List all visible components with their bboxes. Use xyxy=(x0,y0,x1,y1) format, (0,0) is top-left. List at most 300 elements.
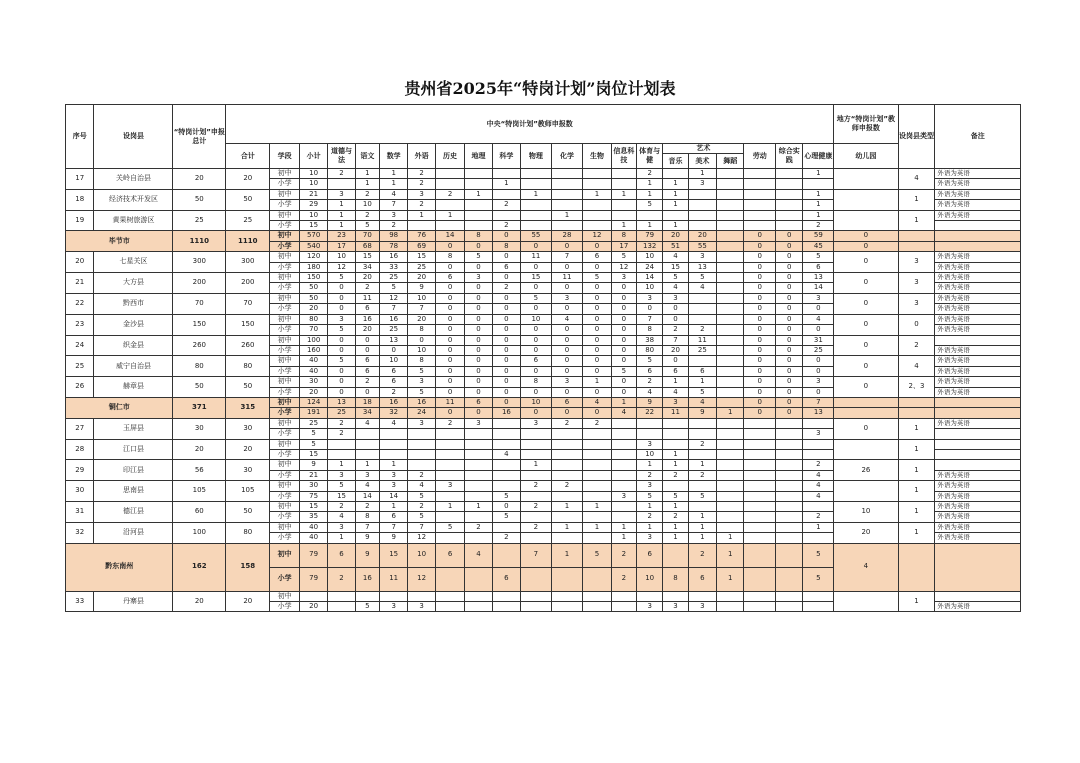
row-county-type: 4 xyxy=(898,169,935,190)
row-value: 0 xyxy=(583,356,611,366)
table-row xyxy=(66,252,1021,262)
row-value xyxy=(492,439,520,449)
header-arts: 艺术 xyxy=(663,144,744,154)
row-value: 3 xyxy=(408,189,435,199)
row-value: 1 xyxy=(465,189,492,199)
row-value: 0 xyxy=(583,408,611,418)
row-value: 0 xyxy=(492,304,520,314)
row-value xyxy=(551,449,583,459)
table-row xyxy=(66,273,1021,283)
row-value: 2 xyxy=(637,169,663,179)
row-value: 1 xyxy=(435,502,465,512)
row-value: 0 xyxy=(583,241,611,251)
row-value xyxy=(551,470,583,480)
row-value: 3 xyxy=(465,273,492,283)
row-value xyxy=(583,460,611,470)
row-value xyxy=(583,602,611,612)
row-value: 1 xyxy=(717,408,744,418)
row-value xyxy=(744,533,776,543)
row-value xyxy=(637,591,663,601)
row-value xyxy=(583,200,611,210)
row-value: 5 xyxy=(328,325,355,335)
row-value: 1 xyxy=(663,522,688,532)
row-note: 外语为英语 xyxy=(935,200,1021,210)
row-value: 2 xyxy=(521,481,552,491)
row-value: 0 xyxy=(744,335,776,345)
row-value: 2 xyxy=(663,470,688,480)
row-value xyxy=(465,200,492,210)
row-value: 15 xyxy=(408,252,435,262)
row-stage: 小学 xyxy=(270,200,300,210)
row-value: 12 xyxy=(379,293,407,303)
row-total: 80 xyxy=(226,356,270,377)
row-value: 1 xyxy=(328,533,355,543)
row-value: 1 xyxy=(328,221,355,231)
row-value: 1 xyxy=(611,522,636,532)
row-note: 外语为英语 xyxy=(935,262,1021,272)
row-value: 10 xyxy=(408,543,435,567)
row-stage: 小学 xyxy=(270,512,300,522)
row-value xyxy=(492,543,520,567)
row-seq: 29 xyxy=(66,460,94,481)
row-value xyxy=(435,567,465,591)
row-value: 0 xyxy=(663,314,688,324)
table-row xyxy=(66,439,1021,449)
row-value xyxy=(435,460,465,470)
row-value xyxy=(776,439,803,449)
row-stage: 小学 xyxy=(270,533,300,543)
row-value: 20 xyxy=(408,314,435,324)
row-value xyxy=(803,533,834,543)
row-value: 0 xyxy=(776,356,803,366)
row-value xyxy=(355,439,379,449)
row-value: 6 xyxy=(435,273,465,283)
row-county-name: 玉屏县 xyxy=(94,418,173,439)
row-value: 17 xyxy=(328,241,355,251)
row-value: 11 xyxy=(551,273,583,283)
row-value: 4 xyxy=(663,387,688,397)
row-value xyxy=(408,449,435,459)
row-county-name: 金沙县 xyxy=(94,314,173,335)
row-value xyxy=(328,602,355,612)
row-value xyxy=(611,179,636,189)
row-value: 1 xyxy=(637,460,663,470)
row-plan-total: 100 xyxy=(173,522,226,543)
row-region-name: 毕节市 xyxy=(66,231,173,252)
row-value xyxy=(663,543,688,567)
row-value: 2 xyxy=(492,200,520,210)
row-value xyxy=(492,602,520,612)
row-plan-total: 105 xyxy=(173,481,226,502)
row-value: 5 xyxy=(465,252,492,262)
row-plan-total: 300 xyxy=(173,252,226,273)
row-value: 1 xyxy=(355,460,379,470)
row-value: 6 xyxy=(688,567,716,591)
row-value: 1 xyxy=(637,189,663,199)
row-value: 6 xyxy=(355,366,379,376)
row-value: 2 xyxy=(328,502,355,512)
row-stage: 初中 xyxy=(270,189,300,199)
row-value: 8 xyxy=(663,567,688,591)
row-value: 6 xyxy=(379,366,407,376)
row-value: 25 xyxy=(803,345,834,355)
row-value: 1 xyxy=(551,502,583,512)
row-value xyxy=(717,377,744,387)
row-value: 5 xyxy=(803,543,834,567)
row-seq: 23 xyxy=(66,314,94,335)
row-note xyxy=(935,543,1021,591)
row-value: 8 xyxy=(492,241,520,251)
row-county-type xyxy=(898,231,935,241)
row-value: 3 xyxy=(611,491,636,501)
row-value: 10 xyxy=(637,449,663,459)
row-value: 12 xyxy=(408,567,435,591)
row-total: 20 xyxy=(226,169,270,190)
row-value: 160 xyxy=(299,345,327,355)
row-value: 5 xyxy=(637,200,663,210)
row-value: 0 xyxy=(465,408,492,418)
row-value xyxy=(744,543,776,567)
row-value: 0 xyxy=(492,252,520,262)
row-value: 20 xyxy=(299,304,327,314)
row-note: 外语为英语 xyxy=(935,304,1021,314)
row-kindergarten: 10 xyxy=(834,502,898,523)
row-seq: 19 xyxy=(66,210,94,231)
row-value xyxy=(465,491,492,501)
row-value: 10 xyxy=(299,179,327,189)
row-value: 1 xyxy=(803,200,834,210)
row-kindergarten: 20 xyxy=(834,522,898,543)
row-value: 2 xyxy=(435,418,465,428)
row-value: 16 xyxy=(379,397,407,407)
row-value: 2 xyxy=(688,325,716,335)
row-value xyxy=(521,591,552,601)
row-value: 2 xyxy=(803,460,834,470)
row-value: 5 xyxy=(355,221,379,231)
row-value: 79 xyxy=(299,567,327,591)
row-value: 2 xyxy=(688,439,716,449)
row-value: 5 xyxy=(521,293,552,303)
row-value xyxy=(717,169,744,179)
row-value: 1 xyxy=(551,210,583,220)
row-value xyxy=(521,210,552,220)
row-value: 10 xyxy=(328,252,355,262)
row-value: 4 xyxy=(688,283,716,293)
row-value xyxy=(717,418,744,428)
row-value xyxy=(435,439,465,449)
header-county: 设岗县 xyxy=(94,105,173,169)
row-value: 6 xyxy=(637,366,663,376)
row-value xyxy=(776,200,803,210)
row-value: 0 xyxy=(492,366,520,376)
row-value: 4 xyxy=(355,481,379,491)
row-value: 8 xyxy=(408,325,435,335)
row-value: 0 xyxy=(435,241,465,251)
row-value: 25 xyxy=(299,418,327,428)
row-value: 3 xyxy=(663,602,688,612)
row-value: 3 xyxy=(551,377,583,387)
row-value: 10 xyxy=(521,314,552,324)
row-value: 80 xyxy=(637,345,663,355)
row-value: 4 xyxy=(803,314,834,324)
row-value: 0 xyxy=(551,408,583,418)
row-note: 外语为英语 xyxy=(935,470,1021,480)
row-value: 5 xyxy=(611,252,636,262)
row-value: 0 xyxy=(744,231,776,241)
row-value: 6 xyxy=(328,543,355,567)
row-value: 10 xyxy=(521,397,552,407)
row-note xyxy=(935,335,1021,345)
header-county-type: 设岗县类型 xyxy=(898,105,935,169)
row-value: 0 xyxy=(776,345,803,355)
row-value xyxy=(611,591,636,601)
row-value: 6 xyxy=(379,377,407,387)
row-value: 0 xyxy=(328,293,355,303)
row-value: 0 xyxy=(744,377,776,387)
row-value: 3 xyxy=(688,179,716,189)
row-value: 16 xyxy=(355,314,379,324)
row-value xyxy=(328,179,355,189)
row-region-name: 铜仁市 xyxy=(66,397,173,418)
table-row xyxy=(66,543,1021,567)
row-value: 7 xyxy=(663,335,688,345)
row-value xyxy=(521,439,552,449)
row-value xyxy=(379,429,407,439)
row-value: 3 xyxy=(663,397,688,407)
row-value xyxy=(776,543,803,567)
row-value: 20 xyxy=(355,325,379,335)
row-stage: 初中 xyxy=(270,460,300,470)
row-value xyxy=(744,179,776,189)
row-value: 0 xyxy=(465,314,492,324)
row-value: 1 xyxy=(328,210,355,220)
row-value: 1 xyxy=(637,221,663,231)
row-value: 1 xyxy=(688,377,716,387)
row-value: 14 xyxy=(435,231,465,241)
row-county-type: 4 xyxy=(898,356,935,377)
row-value: 75 xyxy=(299,491,327,501)
row-note: 外语为英语 xyxy=(935,273,1021,283)
row-value: 2 xyxy=(328,567,355,591)
row-value: 13 xyxy=(328,397,355,407)
row-value: 1 xyxy=(583,377,611,387)
row-value: 20 xyxy=(663,345,688,355)
row-value xyxy=(717,439,744,449)
row-value xyxy=(717,293,744,303)
row-value: 1 xyxy=(688,169,716,179)
row-value: 1 xyxy=(803,210,834,220)
row-total: 315 xyxy=(226,397,270,418)
row-value: 1 xyxy=(803,522,834,532)
row-value: 1 xyxy=(717,533,744,543)
table-header xyxy=(66,105,1021,169)
row-value xyxy=(408,221,435,231)
row-value: 7 xyxy=(355,522,379,532)
row-plan-total: 70 xyxy=(173,293,226,314)
row-value: 0 xyxy=(465,293,492,303)
row-value: 7 xyxy=(408,304,435,314)
row-county-type: 1 xyxy=(898,591,935,612)
row-value: 8 xyxy=(355,512,379,522)
row-value: 3 xyxy=(379,470,407,480)
header-subject: 化学 xyxy=(551,144,583,169)
row-value xyxy=(611,169,636,179)
row-value xyxy=(583,470,611,480)
row-value: 68 xyxy=(355,241,379,251)
row-value: 3 xyxy=(379,602,407,612)
row-value xyxy=(803,591,834,601)
row-value: 55 xyxy=(521,231,552,241)
row-value: 1 xyxy=(637,502,663,512)
row-plan-total: 150 xyxy=(173,314,226,335)
row-value: 5 xyxy=(583,543,611,567)
row-note: 外语为英语 xyxy=(935,356,1021,366)
row-note: 外语为英语 xyxy=(935,345,1021,355)
row-seq: 22 xyxy=(66,293,94,314)
row-value: 1 xyxy=(379,502,407,512)
header-plan-total: “特岗计划”申报总计 xyxy=(173,105,226,169)
row-value: 0 xyxy=(744,241,776,251)
row-value xyxy=(328,591,355,601)
row-value: 38 xyxy=(637,335,663,345)
row-note: 外语为英语 xyxy=(935,481,1021,491)
row-value: 5 xyxy=(663,273,688,283)
table-row xyxy=(66,591,1021,601)
row-total: 150 xyxy=(226,314,270,335)
row-value: 0 xyxy=(435,345,465,355)
row-value: 0 xyxy=(637,304,663,314)
row-value xyxy=(583,512,611,522)
row-value: 3 xyxy=(379,481,407,491)
row-value xyxy=(663,418,688,428)
row-total: 50 xyxy=(226,502,270,523)
row-stage: 初中 xyxy=(270,377,300,387)
row-note xyxy=(935,429,1021,439)
row-value xyxy=(717,522,744,532)
row-value: 9 xyxy=(379,533,407,543)
row-value: 2 xyxy=(465,522,492,532)
row-value: 132 xyxy=(637,241,663,251)
row-value: 1 xyxy=(521,460,552,470)
row-value: 0 xyxy=(776,304,803,314)
row-value: 5 xyxy=(688,491,716,501)
row-value xyxy=(688,210,716,220)
table-row xyxy=(66,502,1021,512)
header-kindergarten: 幼儿园 xyxy=(834,144,898,169)
row-value xyxy=(611,200,636,210)
row-value: 570 xyxy=(299,231,327,241)
row-value: 3 xyxy=(328,470,355,480)
row-value: 1 xyxy=(379,169,407,179)
row-value xyxy=(776,533,803,543)
row-value: 0 xyxy=(551,366,583,376)
row-value: 14 xyxy=(355,491,379,501)
row-value xyxy=(435,221,465,231)
row-value: 6 xyxy=(355,304,379,314)
row-stage: 小学 xyxy=(270,262,300,272)
row-stage: 小学 xyxy=(270,567,300,591)
table-row xyxy=(66,356,1021,366)
row-kindergarten xyxy=(834,210,898,231)
row-value: 0 xyxy=(776,377,803,387)
row-value: 4 xyxy=(688,397,716,407)
row-value xyxy=(776,460,803,470)
row-value: 21 xyxy=(299,470,327,480)
row-plan-total: 1110 xyxy=(173,231,226,252)
row-total: 300 xyxy=(226,252,270,273)
row-value: 0 xyxy=(776,241,803,251)
row-value: 6 xyxy=(492,262,520,272)
row-value: 2 xyxy=(355,189,379,199)
row-value xyxy=(521,169,552,179)
row-value: 1 xyxy=(637,179,663,189)
row-value xyxy=(744,449,776,459)
row-value xyxy=(717,449,744,459)
row-value: 0 xyxy=(776,283,803,293)
row-value: 0 xyxy=(435,314,465,324)
row-value: 4 xyxy=(465,543,492,567)
row-value: 0 xyxy=(435,387,465,397)
row-value: 0 xyxy=(583,335,611,345)
row-value xyxy=(717,491,744,501)
row-value xyxy=(551,169,583,179)
row-note xyxy=(935,460,1021,470)
row-value xyxy=(663,591,688,601)
row-value: 0 xyxy=(551,356,583,366)
row-stage: 初中 xyxy=(270,397,300,407)
row-value: 5 xyxy=(299,429,327,439)
row-value: 11 xyxy=(379,567,407,591)
row-value: 1 xyxy=(803,189,834,199)
row-value xyxy=(521,221,552,231)
row-value: 25 xyxy=(408,262,435,272)
row-kindergarten: 4 xyxy=(834,543,898,591)
row-value: 1 xyxy=(663,200,688,210)
row-county-name: 德江县 xyxy=(94,502,173,523)
row-value: 3 xyxy=(688,252,716,262)
row-stage: 初中 xyxy=(270,293,300,303)
row-value: 0 xyxy=(583,345,611,355)
row-value xyxy=(717,252,744,262)
row-value xyxy=(744,460,776,470)
row-value xyxy=(435,470,465,480)
row-plan-total: 260 xyxy=(173,335,226,356)
row-value: 21 xyxy=(299,189,327,199)
row-county-name: 沿河县 xyxy=(94,522,173,543)
row-value: 78 xyxy=(379,241,407,251)
row-value: 2 xyxy=(803,512,834,522)
row-value: 0 xyxy=(435,335,465,345)
row-county-type xyxy=(898,241,935,251)
row-value: 0 xyxy=(776,397,803,407)
row-value xyxy=(551,567,583,591)
row-value xyxy=(744,210,776,220)
row-value: 3 xyxy=(408,602,435,612)
row-value: 1 xyxy=(663,221,688,231)
row-value: 5 xyxy=(492,512,520,522)
row-value: 0 xyxy=(328,345,355,355)
row-seq: 20 xyxy=(66,252,94,273)
header-subject: 语文 xyxy=(355,144,379,169)
row-county-type: 0 xyxy=(898,314,935,335)
row-value: 150 xyxy=(299,273,327,283)
row-value: 51 xyxy=(663,241,688,251)
header-subject: 心理健康 xyxy=(803,144,834,169)
row-value: 3 xyxy=(688,602,716,612)
row-value xyxy=(688,481,716,491)
row-plan-total: 20 xyxy=(173,591,226,612)
row-value: 0 xyxy=(492,345,520,355)
